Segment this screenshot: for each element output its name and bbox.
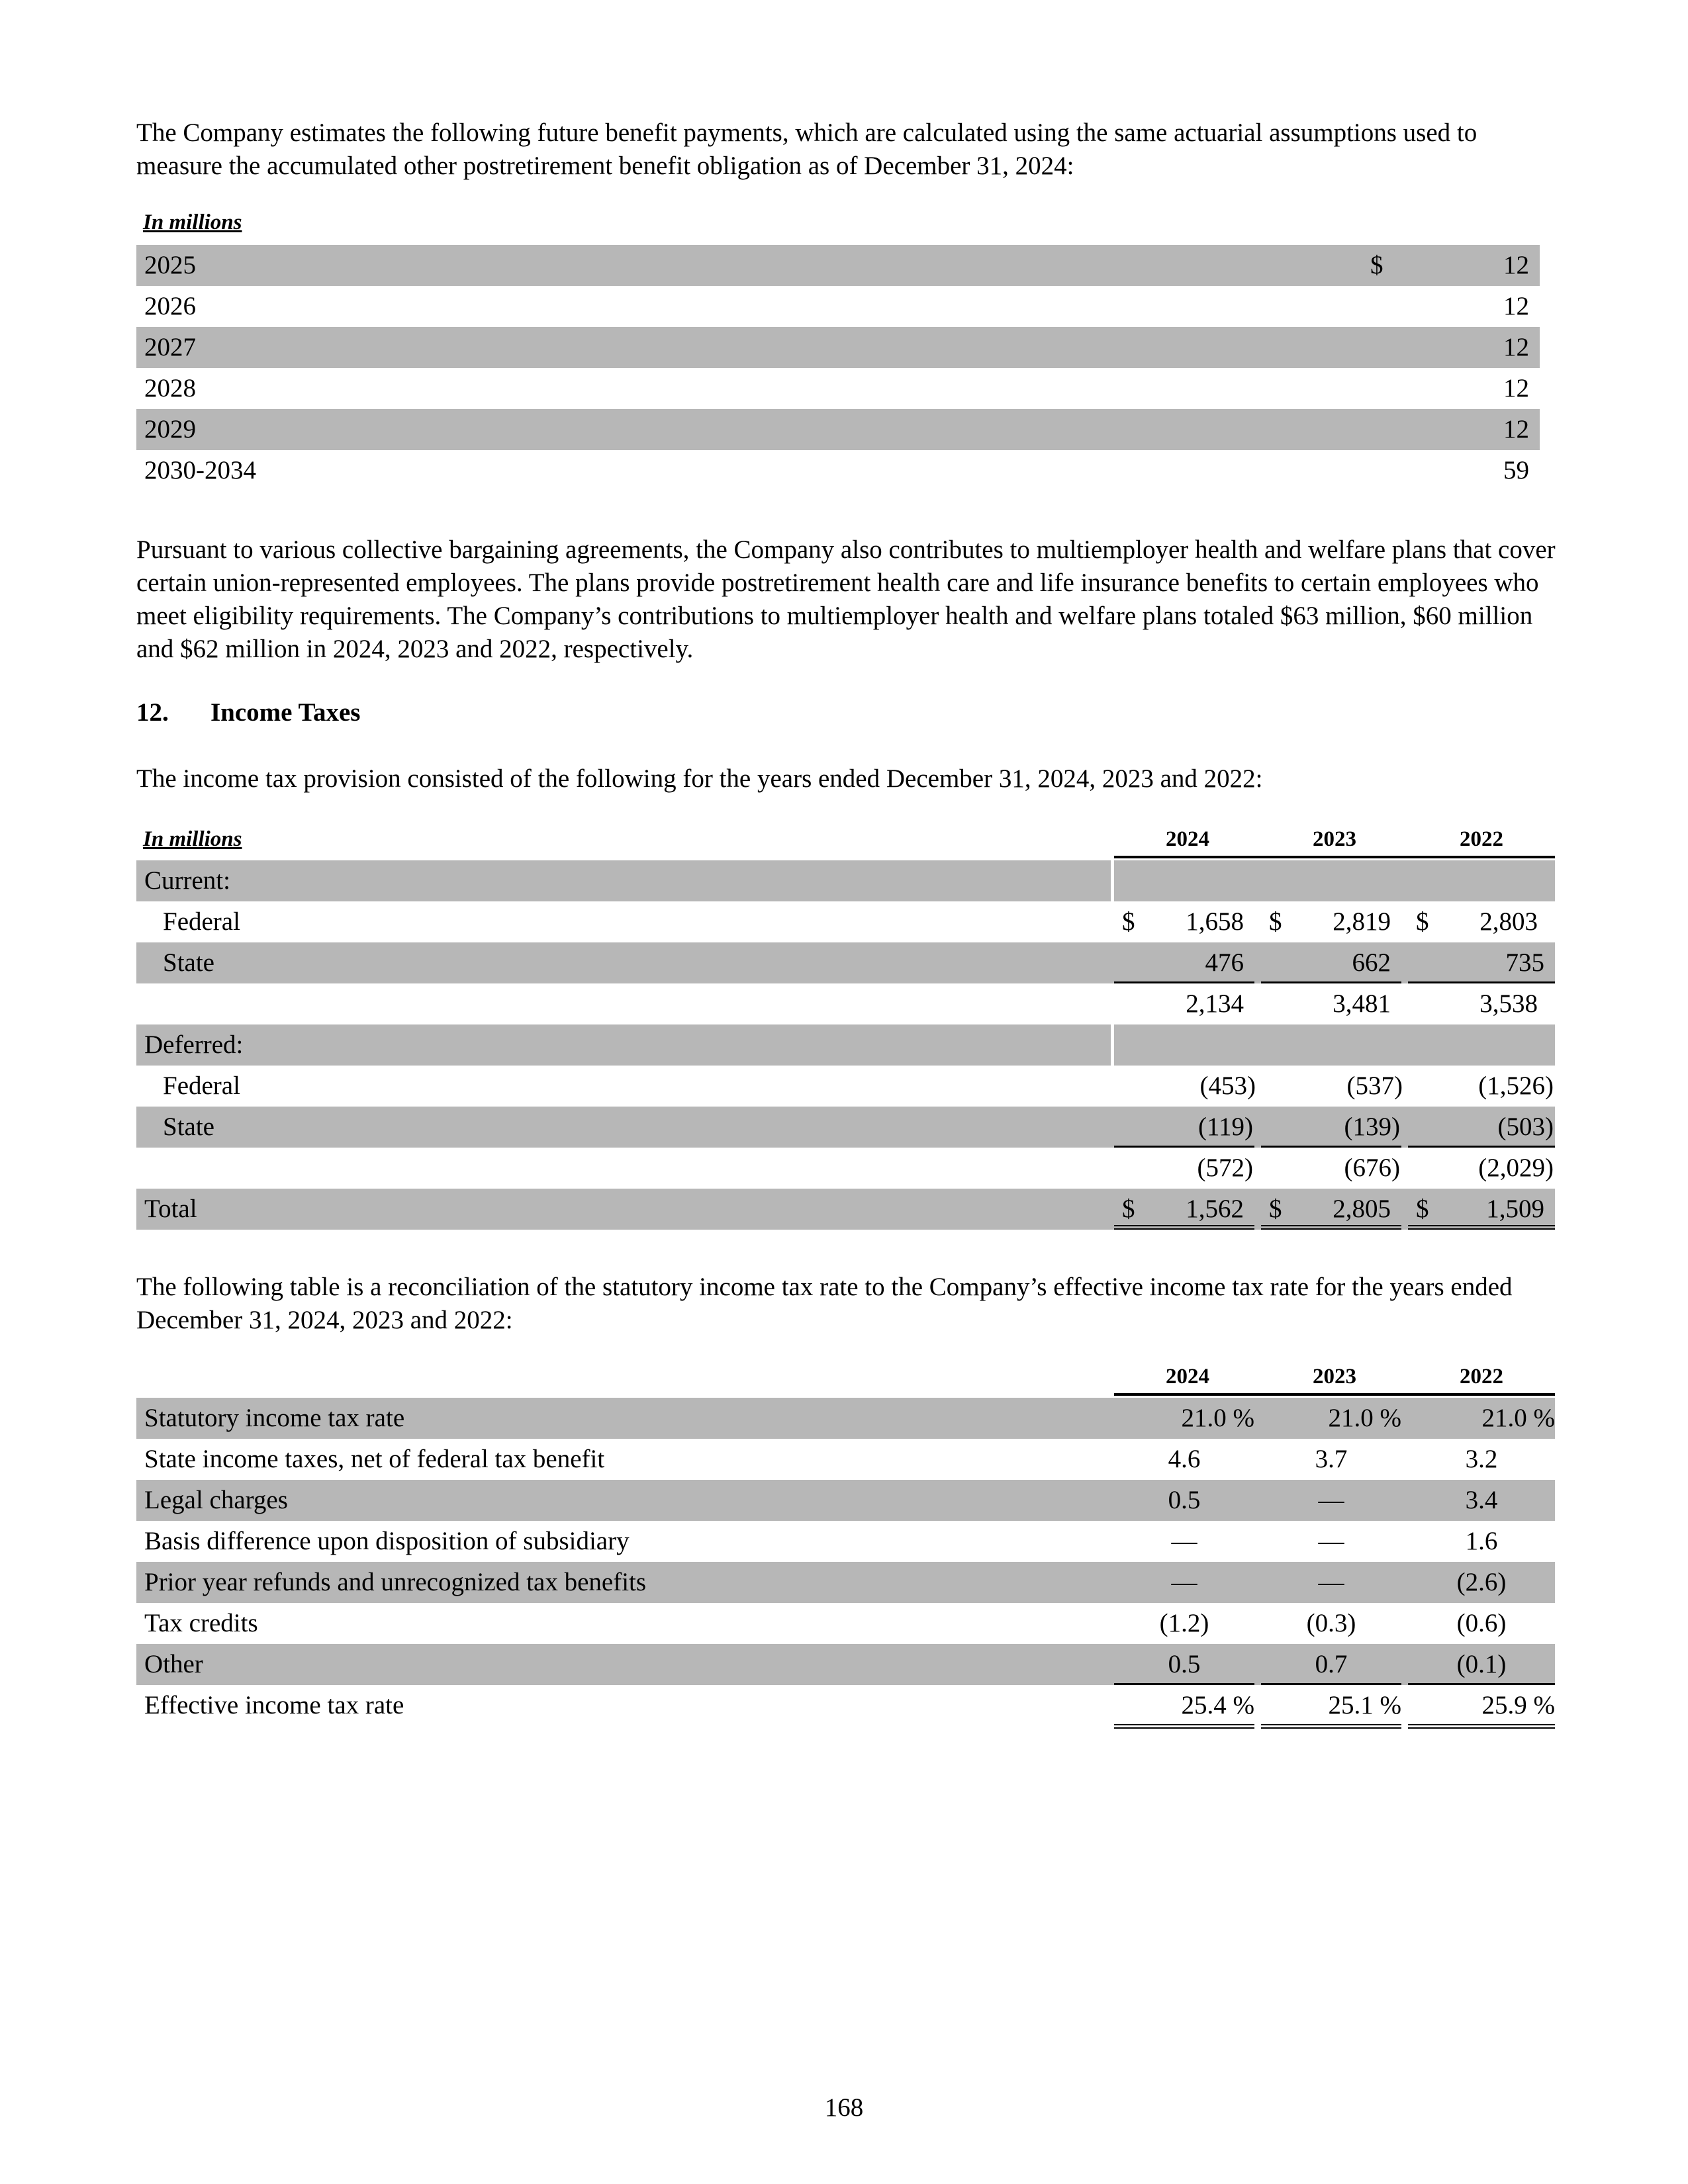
row-label: 2030-2034	[144, 456, 256, 484]
cell-value: —	[1318, 1568, 1344, 1596]
table-row	[136, 286, 1540, 327]
table-cell	[1261, 983, 1401, 1024]
cell-value: 2,805	[1333, 1195, 1391, 1223]
row-label: Federal	[163, 1071, 240, 1100]
table-row	[136, 1685, 1555, 1726]
table-cell	[1114, 1066, 1261, 1107]
table-row	[136, 1562, 1555, 1603]
column-header-2023: 2023	[1261, 827, 1408, 858]
currency-symbol: $	[1122, 907, 1135, 936]
cell-value: 25.4 %	[1114, 1685, 1254, 1729]
row-label: Prior year refunds and unrecognized tax benefits	[144, 1568, 647, 1596]
cell-value: 3,481	[1333, 989, 1391, 1018]
cell-value: 21.0 %	[1328, 1404, 1401, 1432]
cell-value: (676)	[1344, 1154, 1400, 1182]
table-row	[136, 327, 1540, 368]
currency-symbol: $	[1370, 251, 1383, 279]
table-row	[136, 1439, 1555, 1480]
row-shading	[1114, 860, 1555, 901]
table-cell	[1408, 1148, 1555, 1189]
cell-value: —	[1171, 1527, 1197, 1555]
reconciliation-paragraph: The following table is a reconciliation of the statutory income tax rate to the Company’s effective income tax rate for the years ended December 31, 2024, 2023 and 2022:	[136, 1273, 1513, 1334]
table-cell	[1408, 942, 1555, 983]
cell-value: (1,526)	[1478, 1071, 1554, 1100]
table-cell	[1261, 1148, 1401, 1189]
row-label: 2029	[144, 415, 196, 443]
row-label: Tax credits	[144, 1609, 258, 1637]
section-number: 12.	[136, 698, 169, 727]
row-value: 12	[1503, 333, 1529, 361]
cell-value: (537)	[1346, 1071, 1403, 1100]
cell-value: 1,562	[1186, 1195, 1244, 1223]
cell-value: —	[1171, 1568, 1197, 1596]
currency-symbol: $	[1269, 907, 1282, 936]
row-label: Effective income tax rate	[144, 1691, 404, 1719]
table-row	[136, 245, 1540, 286]
cell-value: 25.1 %	[1261, 1685, 1401, 1729]
cell-value: 1.6	[1465, 1527, 1498, 1555]
section-title: Income Taxes	[211, 698, 361, 727]
table-cell	[1408, 901, 1548, 942]
cell-value: 2,819	[1333, 907, 1391, 936]
row-label: Basis difference upon disposition of subsidiary	[144, 1527, 630, 1555]
cell-value: 0.7	[1261, 1644, 1401, 1685]
table-cell	[1114, 983, 1254, 1024]
table-row	[136, 1398, 1555, 1439]
table-row	[136, 368, 1540, 409]
cell-value: (2.6)	[1456, 1568, 1507, 1596]
cell-value: —	[1318, 1486, 1344, 1514]
row-value: 12	[1503, 374, 1529, 402]
cell-value: (139)	[1344, 1113, 1400, 1141]
page-number: 168	[824, 2093, 864, 2122]
table-row	[136, 450, 1540, 491]
cell-value: (0.3)	[1306, 1609, 1356, 1637]
cell-value: 2,134	[1186, 989, 1244, 1018]
table-cell	[1261, 901, 1401, 942]
multiemployer-paragraph: Pursuant to various collective bargaining agreements, the Company also contributes to multiemployer health and welfare plans that cover certain union-represented employees. The plans provide postretirement health care and life insurance benefits to certain employees who meet eligibility requirements. The Company’s contributions to multiemployer health and welfare plans totaled $63 million, $60 million and $62 million in 2024, 2023 and 2022, respectively.	[136, 535, 1556, 663]
table-cell	[1408, 1107, 1555, 1148]
row-label: State	[163, 948, 214, 977]
table-cell	[1261, 1107, 1401, 1148]
cell-value: (503)	[1497, 1113, 1554, 1141]
cell-value: 3.7	[1315, 1445, 1348, 1473]
rate-column-header-2024: 2024	[1114, 1365, 1261, 1396]
table-cell	[1261, 1066, 1408, 1107]
table-row	[136, 1024, 1111, 1066]
currency-symbol: $	[1416, 1195, 1429, 1223]
row-label: Statutory income tax rate	[144, 1404, 405, 1432]
cell-value: 3.4	[1465, 1486, 1498, 1514]
table-row	[136, 1480, 1555, 1521]
cell-value: 3,538	[1479, 989, 1538, 1018]
cell-value: 2,803	[1479, 907, 1538, 936]
table-cell	[1114, 1189, 1254, 1230]
row-label: Deferred:	[144, 1030, 244, 1059]
currency-symbol: $	[1122, 1195, 1135, 1223]
table-cell	[1114, 1148, 1254, 1189]
row-value: 59	[1503, 456, 1529, 484]
cell-value: (1.2)	[1159, 1609, 1209, 1637]
row-label: 2026	[144, 292, 196, 320]
benefit-table-caption: In millions	[143, 210, 242, 234]
cell-value: 21.0 %	[1481, 1404, 1555, 1432]
row-label: Other	[144, 1650, 203, 1678]
provision-table-caption: In millions	[143, 827, 242, 851]
table-row	[136, 1644, 1555, 1685]
table-row	[136, 409, 1540, 450]
row-label: Legal charges	[144, 1486, 288, 1514]
cell-value: (453)	[1199, 1071, 1256, 1100]
table-row	[136, 1521, 1555, 1562]
row-label: 2028	[144, 374, 196, 402]
row-label: Current:	[144, 866, 230, 895]
cell-value: (572)	[1197, 1154, 1253, 1182]
cell-value: (0.1)	[1408, 1644, 1555, 1685]
cell-value: 4.6	[1168, 1445, 1201, 1473]
table-row	[136, 860, 1111, 901]
row-label: State	[163, 1113, 214, 1141]
row-value: 12	[1503, 292, 1529, 320]
cell-value: 1,509	[1486, 1195, 1544, 1223]
row-shading	[1114, 1024, 1555, 1066]
table-cell	[1261, 942, 1401, 983]
section-heading	[136, 698, 360, 727]
table-cell	[1408, 1189, 1555, 1230]
currency-symbol: $	[1269, 1195, 1282, 1223]
cell-value: 662	[1352, 948, 1391, 977]
table-cell	[1408, 1066, 1555, 1107]
cell-value: (0.6)	[1456, 1609, 1507, 1637]
table-cell	[1114, 942, 1254, 983]
cell-value: 735	[1505, 948, 1544, 977]
cell-value: 0.5	[1168, 1486, 1201, 1514]
row-value: 12	[1503, 251, 1529, 279]
cell-value: 25.9 %	[1408, 1685, 1555, 1729]
cell-value: 3.2	[1465, 1445, 1498, 1473]
currency-symbol: $	[1416, 907, 1429, 936]
rate-column-header-2023: 2023	[1261, 1365, 1408, 1396]
row-label: Total	[144, 1195, 197, 1223]
cell-value: 0.5	[1114, 1644, 1254, 1685]
row-label: State income taxes, net of federal tax benefit	[144, 1445, 605, 1473]
cell-value: 21.0 %	[1181, 1404, 1254, 1432]
cell-value: (119)	[1197, 1113, 1253, 1141]
column-header-2024: 2024	[1114, 827, 1261, 858]
table-cell	[1408, 983, 1548, 1024]
cell-value: (2,029)	[1478, 1154, 1554, 1182]
cell-value: 1,658	[1186, 907, 1244, 936]
column-header-2022: 2022	[1408, 827, 1555, 858]
cell-value: 476	[1205, 948, 1244, 977]
row-label: 2027	[144, 333, 196, 361]
table-cell	[1114, 901, 1254, 942]
provision-paragraph: The income tax provision consisted of the following for the years ended December 31, 2024, 2023 and 2022:	[136, 764, 1263, 793]
row-label: 2025	[144, 251, 196, 279]
row-value: 12	[1503, 415, 1529, 443]
cell-value: —	[1318, 1527, 1344, 1555]
table-cell	[1114, 1107, 1254, 1148]
row-label: Federal	[163, 907, 240, 936]
table-row	[136, 1603, 1555, 1644]
table-cell	[1261, 1189, 1401, 1230]
rate-column-header-2022: 2022	[1408, 1365, 1555, 1396]
intro-paragraph: The Company estimates the following future benefit payments, which are calculated using the same actuarial assumptions used to measure the accumulated other postretirement benefit obligation as of December 31, 2024:	[136, 118, 1477, 180]
